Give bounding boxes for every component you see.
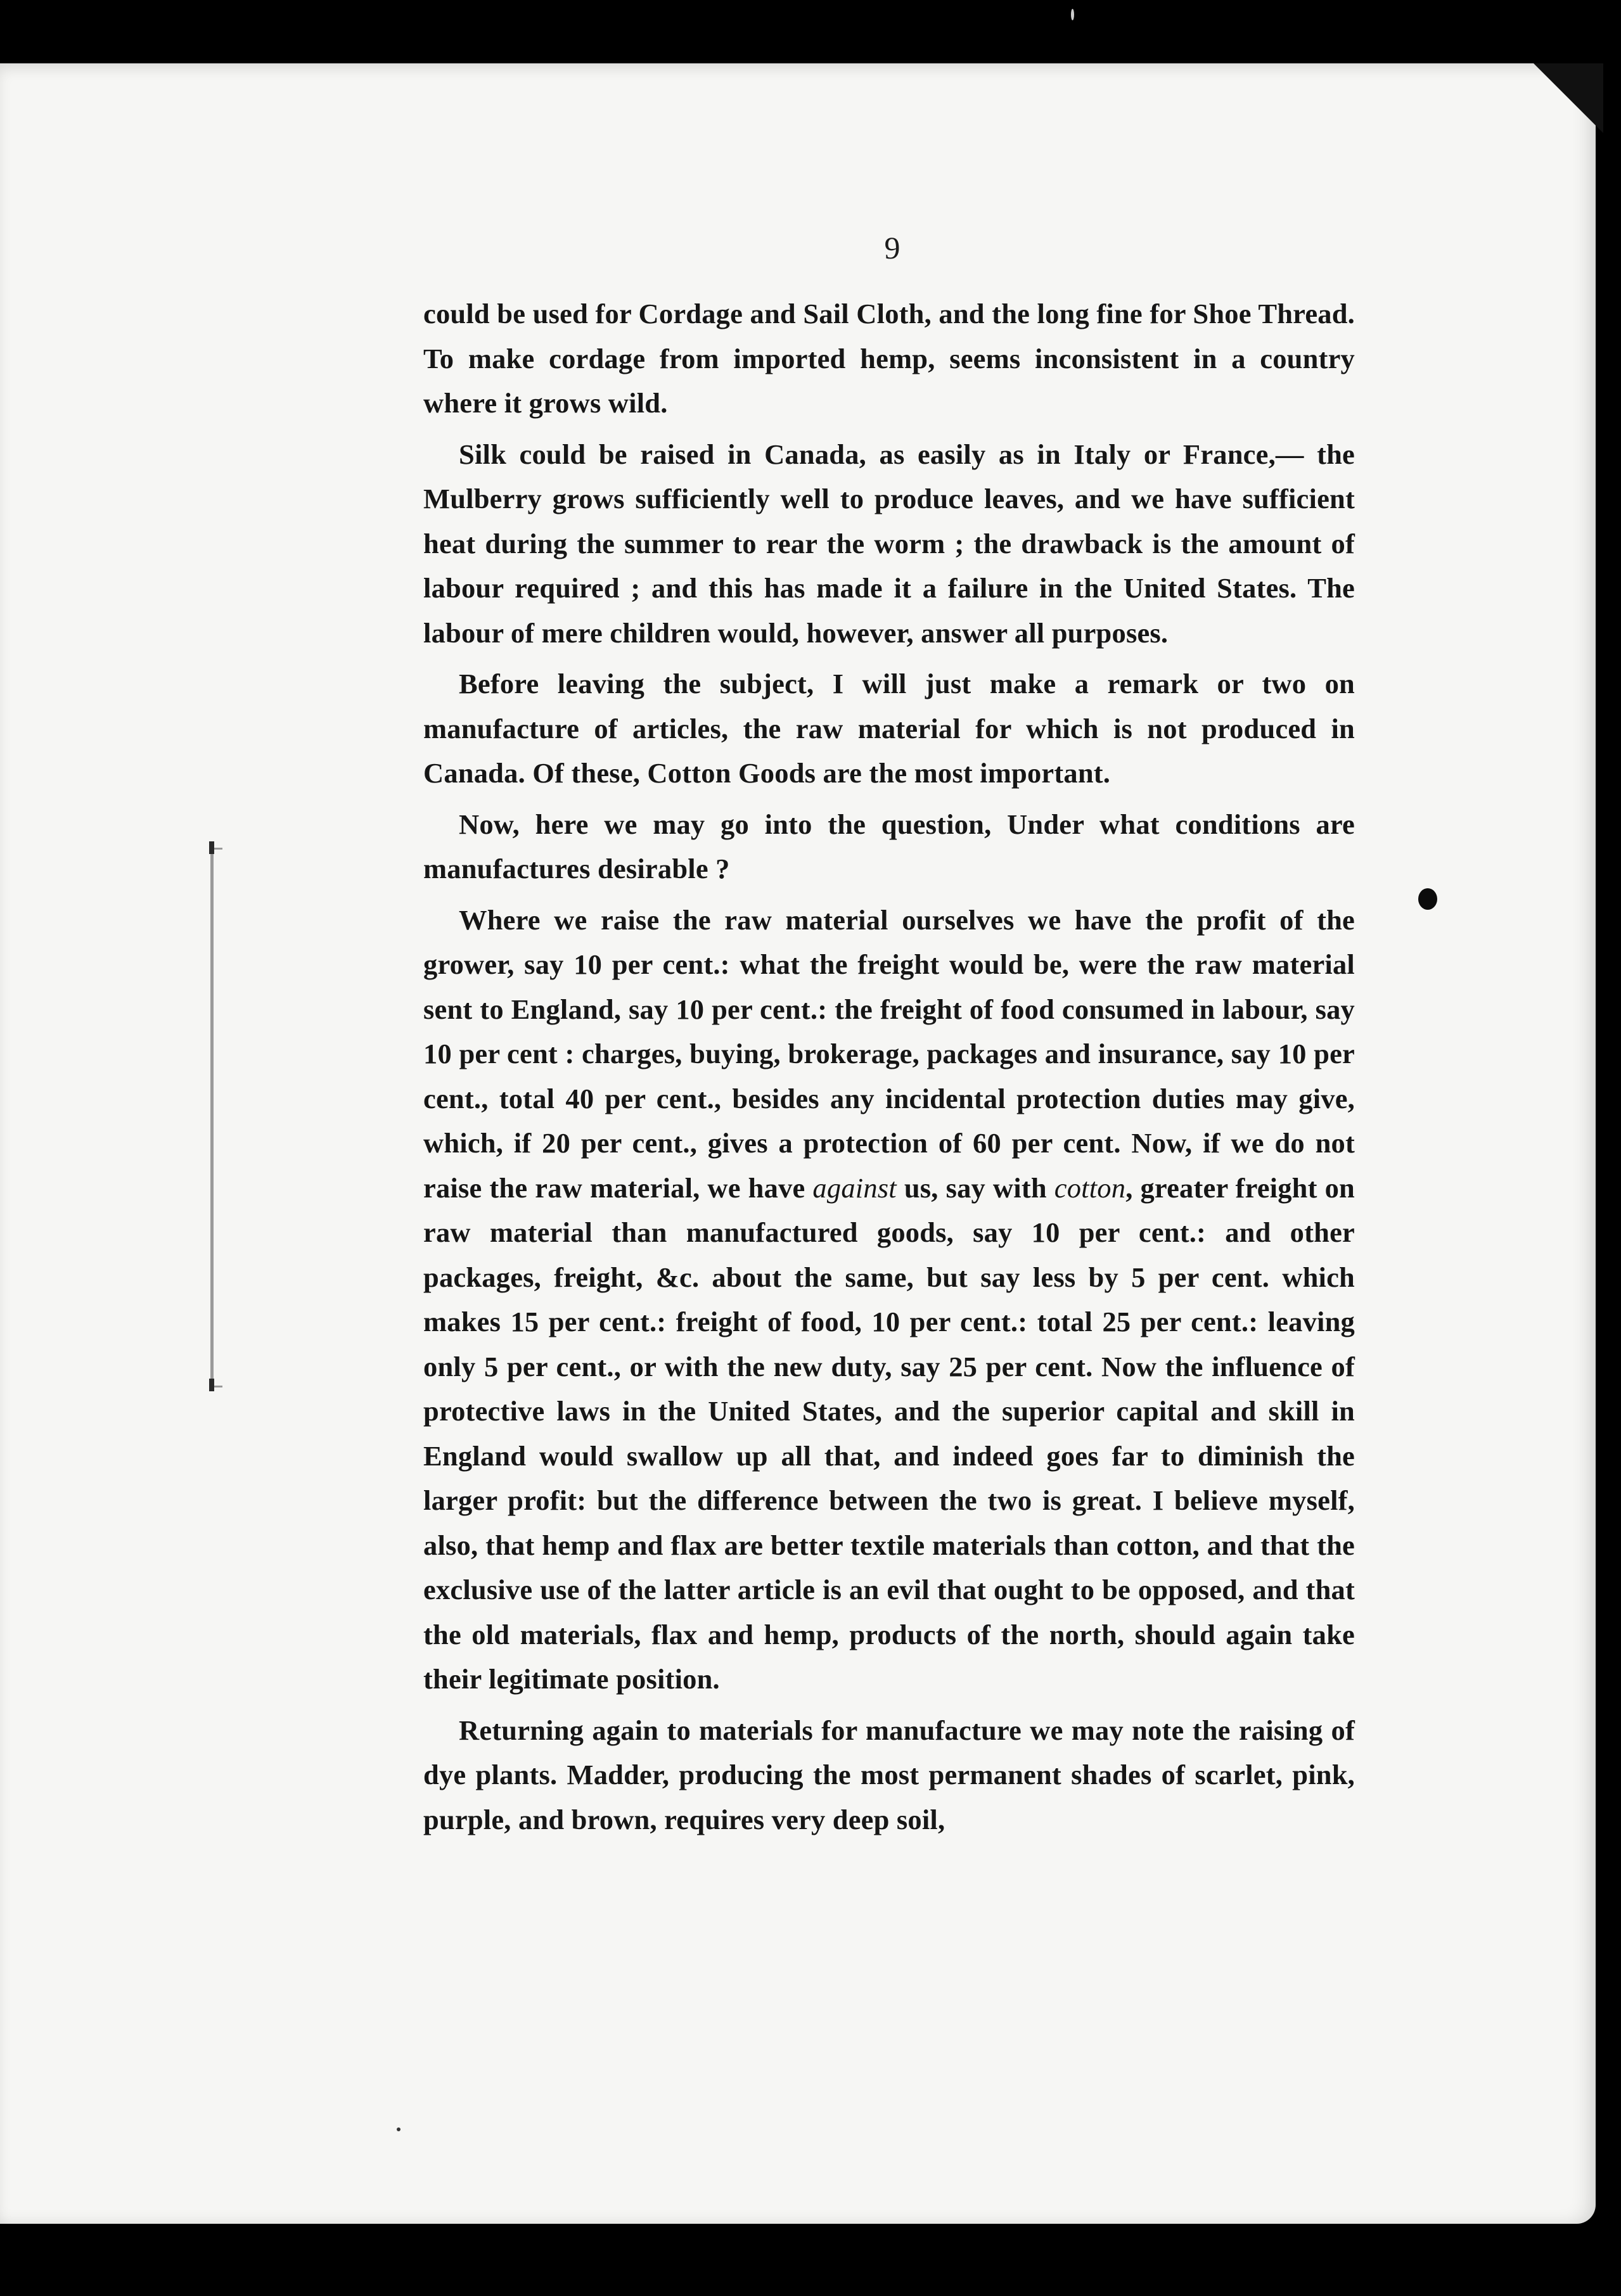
dust-speck — [397, 2127, 400, 2131]
paragraph-dye-plants: Returning again to materials for manufacture we may note the raising of dye plants. Madder, producing the most permanent shades of scarlet, pink, purple, and brown, requires very deep soil, — [423, 1714, 1355, 1835]
page-number: 9 — [884, 230, 900, 265]
paragraph-profit — [423, 898, 1355, 1702]
margin-bracket-mark — [210, 848, 222, 1387]
dust-speck — [1071, 9, 1074, 20]
profit-text-3: , greater freight on raw material than manufactured goods, say 10 per cent.: and other packages, freight, &c. about the same, but say less by 5 per cent. which makes 15 per cent.: freight of food, 10 per cent.: total 25 per cent.: leaving only 5 per cent., or with the new duty, say 25 per cent. Now the influence of protective laws in the United States, and the superior capital and skill in England would swallow up all that, and indeed goes far to diminish the larger profit: but the difference between the two is great. I believe myself, also, that hemp and flax are better textile materials than cotton, and that the exclusive use of the latter article is an evil that ought to be opposed, and that the old materials, flax and hemp, products of the north, should again take their legitimate position. — [423, 1171, 1355, 1695]
margin-tick-bottom — [209, 1379, 214, 1391]
italic-word-against: against — [812, 1171, 897, 1204]
profit-text-1: Where we raise the raw material ourselves we have the profit of the grower, say 10 per cent.: what the freight would be, were the raw material sent to England, say 10 per cent.: the freight of food consumed in labour, say 10 per cent : charges, buying, brokerage, packages and insurance, say 10 per cent., total 40 per cent., besides any incidental protection duties may give, which, if 20 per cent., gives a protection of 60 per cent. Now, if we do not raise the raw material, we have — [423, 903, 1355, 1204]
profit-text-2: us, say with — [896, 1171, 1054, 1204]
margin-tick-top — [209, 841, 214, 854]
italic-word-cotton: cotton — [1054, 1171, 1126, 1204]
ink-blot — [1418, 888, 1437, 910]
folded-corner — [1534, 63, 1603, 133]
paragraph-question: Now, here we may go into the question, Under what conditions are manufactures desirable ? — [423, 808, 1355, 884]
paragraph-continued: could be used for Cordage and Sail Cloth, and the long fine for Shoe Thread. To make cordage from imported hemp, seems inconsistent in a country where it grows wild. — [423, 298, 1355, 419]
paragraph-manufacture: Before leaving the subject, I will just make a remark or two on manufacture of articles, the raw material for which is not produced in Canada. Of these, Cotton Goods are the most important. — [423, 668, 1355, 789]
body-text — [423, 291, 1355, 1848]
paragraph-silk: Silk could be raised in Canada, as easily as in Italy or France,— the Mulberry grows sufficiently well to produce leaves, and we have sufficient heat during the summer to rear the worm ; the drawback is the amount of labour required ; and this has made it a failure in the United States. The labour of mere children would, however, answer all purposes. — [423, 438, 1355, 649]
